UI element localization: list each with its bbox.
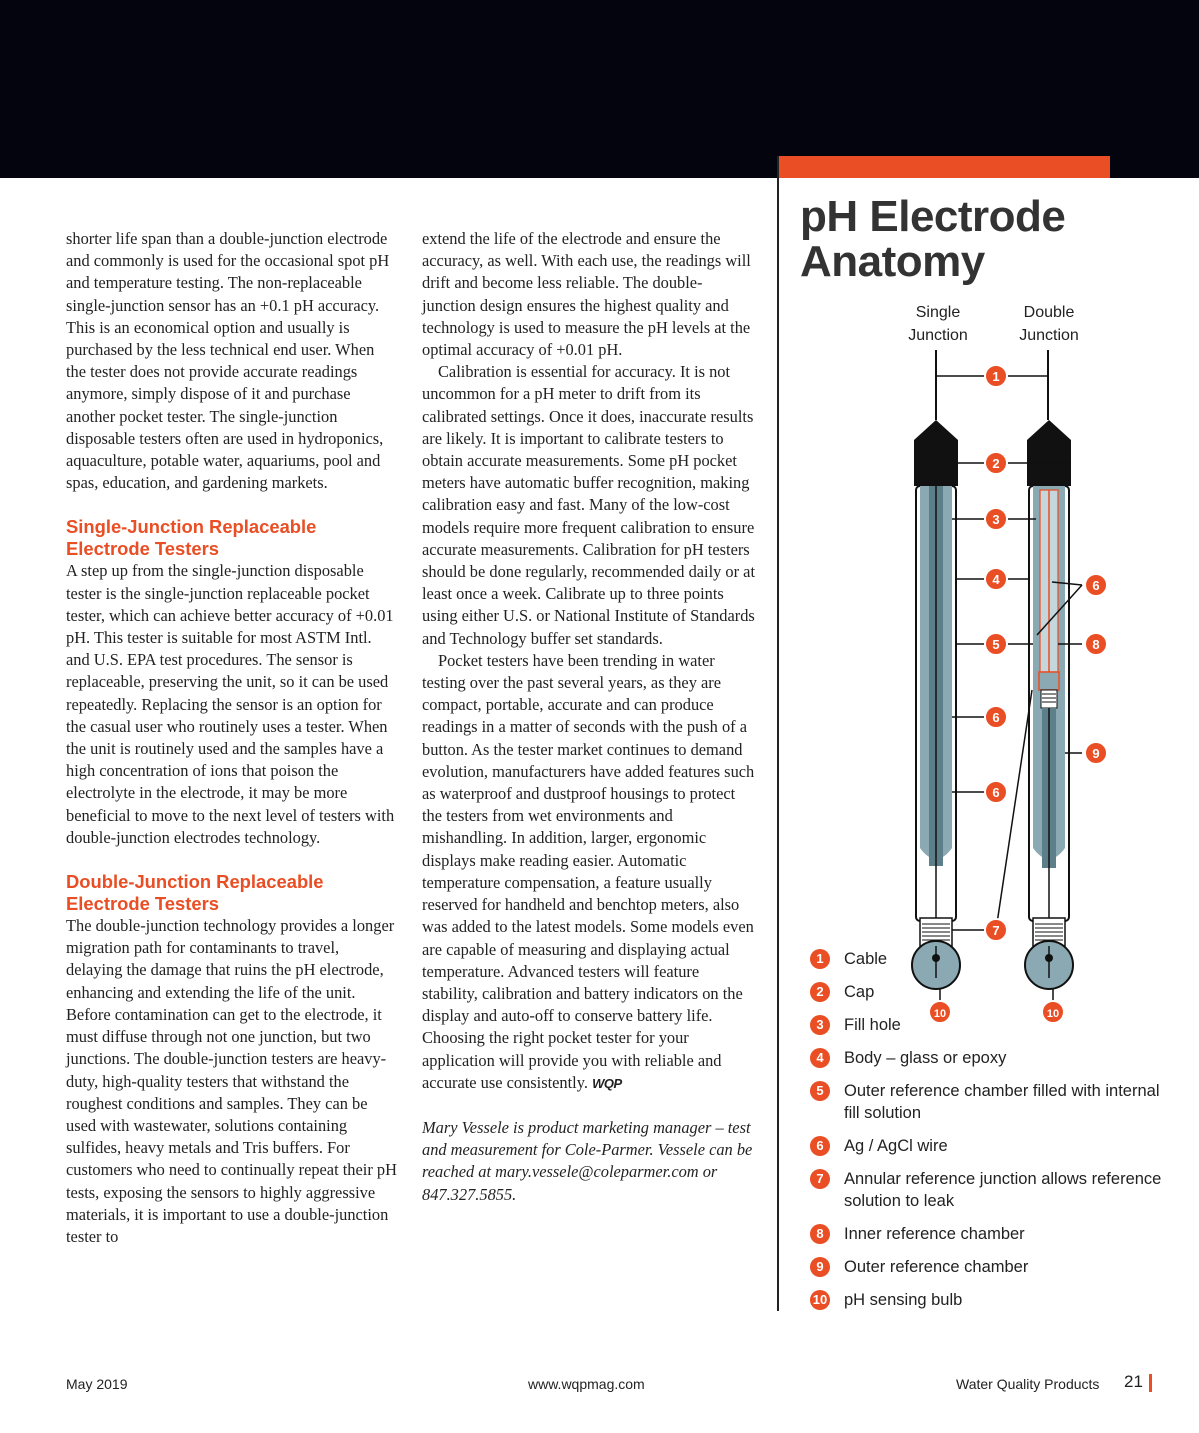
legend-text: Fill hole <box>844 1016 901 1034</box>
legend-number: 4 <box>810 1048 830 1068</box>
legend-number: 9 <box>810 1257 830 1277</box>
legend-number: 2 <box>810 982 830 1002</box>
single-junction-electrode <box>912 420 960 989</box>
paragraph: shorter life span than a double-junction electrode and commonly is used for the occasional spot pH and temperature testing. The non-replaceable single-junction sensor has an +0.1 pH accuracy. This is an economical option and usually is purchased by the less technical end user. When the tester does not provide accurate readings anymore, simply dispose of it and purchase another pocket tester. The single-junction disposable testers often are used in hydroponics, aquaculture, potable water, aquariums, pool and spas, education, and gardening markets. <box>66 229 390 493</box>
legend-number: 6 <box>810 1136 830 1156</box>
legend-text: pH sensing bulb <box>844 1291 963 1309</box>
callout-3: 3 <box>992 512 1000 527</box>
section-heading: Double-Junction Replaceable Electrode Testers <box>66 871 324 915</box>
legend-item <box>808 981 1168 1003</box>
legend-item <box>808 1080 1168 1124</box>
paragraph-text: Pocket testers have been trending in water testing over the past several years, as they are compact, portable, accurate and can produce readings in a matter of seconds with the push of a button. As the tester market continues to demand evolution, manufacturers have added features such as waterproof and dustproof housings to protect the testers from wet environments and mishandling. In addition, larger, ergonomic displays make reading easier. Automatic temperature compensation, a feature usually reserved for handheld and benchtop meters, also was added to the latest models. Some models even are capable of measuring and displaying actual temperature. Advanced testers will feature stability, calibration and battery indicators on the display and auto-off to conserve battery life. Choosing the right pocket tester for your application will provide you with reliable and accurate use consistently. <box>422 650 755 1092</box>
legend-item <box>808 948 1168 970</box>
legend-number: 7 <box>810 1169 830 1189</box>
paragraph <box>422 650 756 1095</box>
legend-number: 5 <box>810 1081 830 1101</box>
legend-number: 8 <box>810 1224 830 1244</box>
legend-item <box>808 1256 1168 1278</box>
legend-text: Body – glass or epoxy <box>844 1049 1007 1067</box>
legend <box>808 948 1168 1322</box>
sidebar-title <box>800 194 1190 284</box>
footer-url[interactable]: www.wqpmag.com <box>528 1376 645 1392</box>
article-column-1 <box>66 228 398 1248</box>
legend-item <box>808 1168 1168 1212</box>
callout-10: 10 <box>1046 1008 1060 1020</box>
paragraph: Calibration is essential for accuracy. It is not uncommon for a pH meter to drift from its calibrated settings. Once it does, inaccurate results are likely. It is important to calibrate testers to obtain accurate measurements. Some pH pocket meters have automatic buffer recognition, making calibration easy and fast. Many of the low-cost models require more frequent calibration to ensure accurate measurements. Calibration for pH testers should be done regularly, recommended daily or at least once a week. Calibrate up to three points using either U.S. or National Institute of Standards and Technology buffer set standards. <box>422 362 756 648</box>
callout-5: 5 <box>992 637 1000 652</box>
single-junction-label: Junction <box>908 327 968 344</box>
title-line: Anatomy <box>800 237 985 286</box>
callout-10: 10 <box>933 1008 947 1020</box>
legend-item <box>808 1047 1168 1069</box>
legend-text: Annular reference junction allows reference solution to leak <box>844 1170 1162 1210</box>
legend-number: 3 <box>810 1015 830 1035</box>
paragraph: The double-junction technology provides a longer migration path for contaminants to travel, delaying the damage that ruins the pH electrode, enhancing and extending the life of the unit. Before contamination can get to the electrode, it must diffuse through not one junction, but two junctions. The double-junction testers are heavy-duty, high-quality testers that withstand the roughest conditions and samples. They can be used with wastewater, solutions containing sulfides, heavy metals and Tris buffers. For customers who need to continually repeat their pH tests, exposing the sensors to highly aggressive materials, it is important to use a double-junction tester to <box>66 916 397 1246</box>
callout-6: 6 <box>1092 578 1100 593</box>
legend-text: Ag / AgCl wire <box>844 1137 948 1155</box>
legend-text: Outer reference chamber filled with internal fill solution <box>844 1082 1160 1122</box>
callout-9: 9 <box>1092 746 1100 761</box>
page-number-bar <box>1149 1374 1152 1392</box>
callout-4: 4 <box>992 572 1000 587</box>
legend-text: Outer reference chamber <box>844 1258 1029 1276</box>
author-byline: Mary Vessele is product marketing manager – test and measurement for Cole-Parmer. Vessele can be reached at mary.vessele@coleparmer.com or 847.327.5855. <box>422 1117 753 1204</box>
article-column-2 <box>422 228 756 1206</box>
sidebar-accent-bar <box>779 156 1110 178</box>
section-heading: Single-Junction Replaceable Electrode Testers <box>66 516 317 560</box>
legend-item <box>808 1135 1168 1157</box>
electrode-diagram <box>780 290 1199 1050</box>
legend-text: Inner reference chamber <box>844 1225 1025 1243</box>
legend-item <box>808 1223 1168 1245</box>
paragraph: extend the life of the electrode and ensure the accuracy, as well. With each use, the readings will drift and become less reliable. The double-junction design ensures the highest quality and technology is used to measure the pH levels at the optimal accuracy of +0.01 pH. <box>422 229 751 360</box>
wqp-logo: WQP <box>592 1075 622 1091</box>
legend-number: 1 <box>810 949 830 969</box>
legend-text: Cap <box>844 983 875 1001</box>
page-number: 21 <box>1124 1372 1143 1391</box>
double-junction-electrode <box>1025 420 1073 989</box>
callout-6: 6 <box>992 710 1000 725</box>
legend-item <box>808 1014 1168 1036</box>
double-junction-label: Junction <box>1019 327 1079 344</box>
footer-date: May 2019 <box>66 1376 128 1392</box>
sidebar-divider <box>777 156 779 1311</box>
footer-magazine: Water Quality Products <box>956 1376 1100 1392</box>
paragraph: A step up from the single-junction disposable tester is the single-junction replaceable pocket tester, which can achieve better accuracy of +0.01 pH. This tester is suitable for most ASTM Intl. and U.S. EPA test procedures. The sensor is replaceable, preserving the unit, so it can be used repeatedly. Replacing the sensor is an option for the casual user who routinely uses a tester. When the unit is routinely used and the samples have a high concentration of ions that poison the electrolyte in the electrode, it may be more beneficial to move to the next level of testers with double-junction electrodes technology. <box>66 561 395 847</box>
double-junction-label: Double <box>1023 304 1075 321</box>
callout-8: 8 <box>1092 637 1100 652</box>
callout-2: 2 <box>992 456 1000 471</box>
callout-7: 7 <box>992 923 1000 938</box>
legend-item <box>808 1289 1168 1311</box>
legend-text: Cable <box>844 950 888 968</box>
header-band <box>0 0 1199 178</box>
legend-number: 10 <box>810 1290 830 1310</box>
single-junction-label: Single <box>915 304 961 321</box>
title-line: pH Electrode <box>800 192 1066 241</box>
callout-6: 6 <box>992 785 1000 800</box>
callout-1: 1 <box>992 369 1000 384</box>
